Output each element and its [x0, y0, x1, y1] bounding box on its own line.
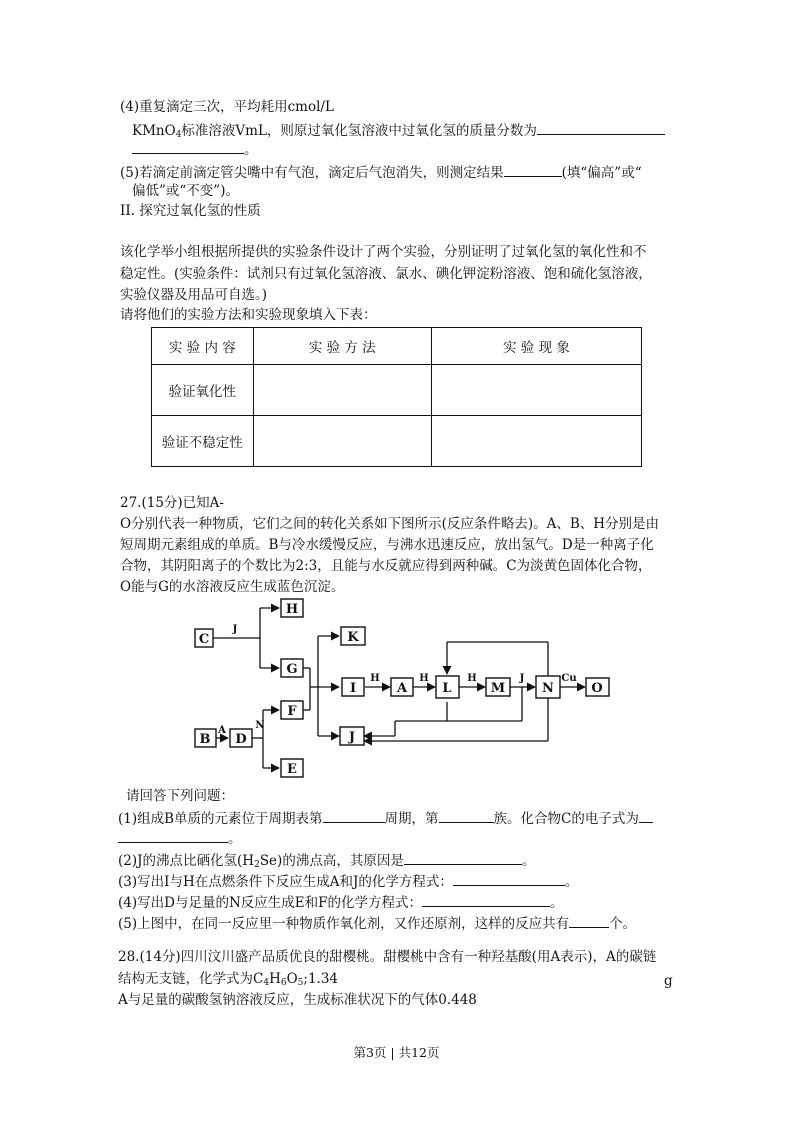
- q2-text-2: Se)的沸点高，其原因是: [259, 853, 404, 869]
- q27-line3: 短周期元素组成的单质。B与冷水缓慢反应，与沸水迅速反应，放出氢气。D是一种离子化: [120, 537, 654, 553]
- q27-line5: O能与G的水溶液反应生成蓝色沉淀。: [120, 579, 345, 595]
- page-footer: 第3页 | 共12页: [353, 1045, 440, 1060]
- q1-formula-blank-2[interactable]: [118, 828, 228, 843]
- q28-o: O: [286, 971, 298, 987]
- edge-label-n: N: [255, 720, 265, 731]
- q27-line2: O分别代表一种物质，它们之间的转化关系如下图所示(反应条件略去)。A、B、H分别是由: [120, 516, 660, 532]
- q2-end: 。: [521, 853, 536, 869]
- node-n: N: [542, 681, 554, 696]
- table-cell-method-2[interactable]: [253, 416, 431, 467]
- q5-text-post: (填“偏高”或“: [561, 165, 642, 181]
- q28-text: 结构无支链，化学式为C: [118, 971, 264, 987]
- q28-line1: 28.(14分)四川汶川盛产品质优良的甜樱桃。甜樱桃中含有一种羟基酸(用A表示)，A的碳链: [118, 949, 657, 965]
- table-prompt: 请将他们的实验方法和实验现象填入下表：: [120, 307, 377, 323]
- node-o: O: [591, 681, 603, 696]
- q1-formula-blank[interactable]: [639, 808, 653, 823]
- q4b-text: (4)写出D与足量的N反应生成E和F的化学方程式：: [118, 895, 422, 911]
- node-k: K: [347, 630, 359, 645]
- node-i: I: [349, 681, 357, 696]
- q5b-end: 个。: [609, 916, 637, 932]
- q5-line2: 偏低”或“不变”)。: [132, 183, 239, 199]
- q28-sub-3: 5: [297, 978, 304, 988]
- q3-line: [118, 871, 578, 891]
- q1-text-3: 族。化合物C的电子式为: [493, 811, 639, 827]
- q4-answer-blank-2[interactable]: [132, 139, 244, 154]
- q1-line: [118, 808, 653, 828]
- intro-line2: 稳定性。(实验条件：试剂只有过氧化氢溶液、氯水、碘化钾淀粉溶液、饱和硫化氢溶液，: [120, 266, 652, 282]
- q2-answer-blank[interactable]: [404, 850, 522, 865]
- q1-line2: [118, 828, 242, 848]
- edge-label-j-2: J: [519, 673, 525, 684]
- table-cell-phenomenon-2[interactable]: [431, 416, 641, 467]
- table-cell-phenomenon-1[interactable]: [431, 365, 641, 416]
- edge-label-a: A: [218, 725, 226, 736]
- q1-text-2: 周期，第: [384, 811, 439, 827]
- q4-line3: [132, 139, 258, 159]
- q5b-line: [118, 913, 636, 933]
- q5-answer-blank[interactable]: [504, 162, 562, 177]
- q2-sub: 2: [254, 860, 260, 870]
- q3-end: 。: [564, 874, 579, 890]
- q4b-end: 。: [549, 895, 564, 911]
- q4-line1: (4)重复滴定三次，平均耗用cmol/L: [120, 99, 334, 115]
- intro-line1: 该化学举小组根据所提供的实验条件设计了两个实验，分别证明了过氧化氢的氧化性和不: [120, 244, 647, 260]
- q28-line3: A与足量的碳酸氢钠溶液反应，生成标准状况下的气体0.448: [118, 992, 477, 1008]
- q27-line4: 合物，其阴阳离子的个数比为2:3，且能与水反就应得到两种碱。C为淡黄色固体化合物，: [120, 558, 652, 574]
- q3-text: (3)写出I与H在点燃条件下反应生成A和J的化学方程式：: [118, 874, 453, 890]
- q27-line1: 27.(15分)已知A-: [120, 495, 224, 511]
- node-b: B: [199, 732, 211, 747]
- table-row-oxidation: 验证氧化性: [152, 365, 254, 416]
- q28-line2: [118, 970, 338, 992]
- q5-line1: [120, 162, 642, 182]
- q4-answer-blank[interactable]: [537, 120, 665, 135]
- q4-end: 。: [244, 142, 258, 158]
- intro-line3: 实验仪器及用品可自选。): [120, 287, 268, 303]
- part2-title: II. 探究过氧化氢的性质: [120, 203, 261, 219]
- node-g: G: [286, 662, 298, 677]
- node-m: M: [490, 681, 506, 696]
- questions-prompt: 请回答下列问题：: [126, 788, 234, 804]
- q28-sub-1: 4: [263, 978, 270, 988]
- node-c: C: [198, 632, 210, 647]
- q4-sub: 4: [175, 130, 182, 140]
- node-l: L: [442, 681, 452, 696]
- q1-text: (1)组成B单质的元素位于周期表第: [118, 811, 323, 827]
- q4b-line: [118, 892, 563, 912]
- node-e: E: [287, 762, 297, 777]
- q4b-answer-blank[interactable]: [422, 892, 550, 907]
- q1-group-blank[interactable]: [439, 808, 494, 823]
- q1-end: 。: [228, 831, 242, 847]
- edge-label-cu: Cu: [561, 673, 577, 684]
- table-cell-method-1[interactable]: [253, 365, 431, 416]
- experiment-table: [151, 327, 642, 467]
- q5-text: (5)若滴定前滴定管尖嘴中有气泡，滴定后气泡消失，则测定结果: [120, 165, 504, 181]
- node-a: A: [396, 681, 408, 696]
- q28-mass: ;1.34: [303, 971, 339, 987]
- q28-sub-2: 6: [280, 978, 287, 988]
- q5b-text: (5)上图中，在同一反应里一种物质作氧化剂，又作还原剂，这样的反应共有: [118, 916, 570, 932]
- q4-kmno: KMnO: [132, 123, 176, 139]
- edge-label-h-3: H: [467, 673, 477, 684]
- node-f: F: [287, 704, 297, 719]
- edge-label-j-1: J: [232, 624, 238, 635]
- table-header-content: 实 验 内 容: [152, 328, 254, 365]
- q2-text: (2)J的沸点比硒化氢(H: [118, 853, 255, 869]
- q4-text: 标准溶液VmL，则原过氧化氢溶液中过氧化氢的质量分数为: [181, 123, 537, 139]
- table-row-instability: 验证不稳定性: [152, 416, 254, 467]
- q28-h: H: [269, 971, 281, 987]
- q3-answer-blank[interactable]: [453, 871, 565, 886]
- q28-unit: g: [664, 973, 673, 989]
- table-header-method: 实 验 方 法: [253, 328, 431, 365]
- edge-label-h-2: H: [419, 673, 429, 684]
- edge-label-h-1: H: [370, 673, 380, 684]
- reaction-diagram: [185, 592, 630, 784]
- node-h: H: [285, 602, 299, 617]
- node-j: J: [348, 730, 356, 745]
- table-header-phenomenon: 实 验 现 象: [431, 328, 641, 365]
- q5b-answer-blank[interactable]: [569, 913, 609, 928]
- node-d: D: [235, 732, 247, 747]
- q1-period-blank[interactable]: [323, 808, 385, 823]
